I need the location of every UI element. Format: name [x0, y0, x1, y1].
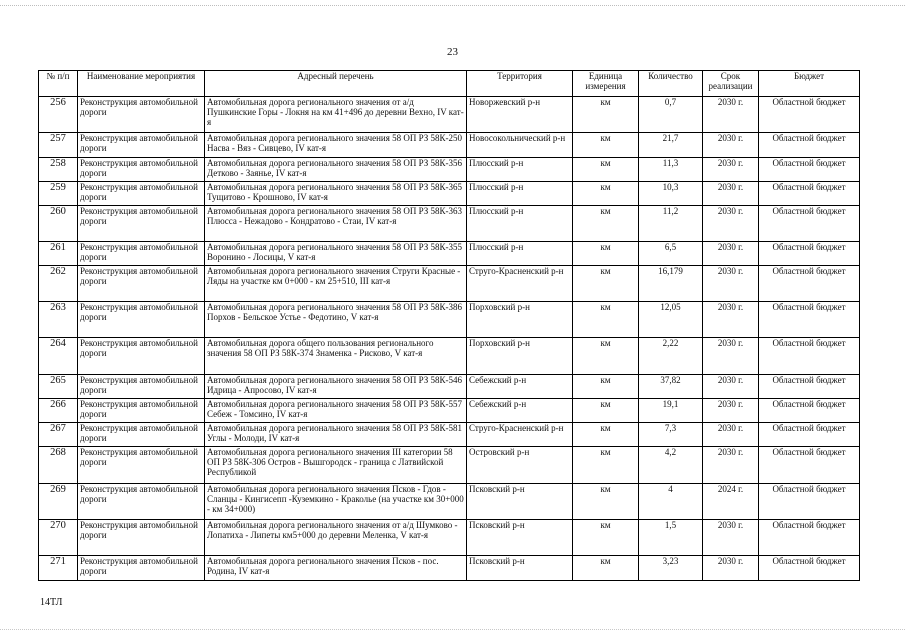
header-quantity: Количество: [639, 71, 703, 97]
row-address: Автомобильная дорога регионального значения 58 ОП РЗ 58К-365 Тущитово - Крошново, IV кат-я: [205, 182, 467, 206]
row-name: Реконструкция автомобильной дороги: [78, 423, 205, 447]
table-row: [39, 242, 860, 266]
table-row: [39, 182, 860, 206]
row-territory: Новоржевский р-н: [467, 97, 573, 133]
row-quantity: 21,7: [639, 133, 703, 158]
table-row: [39, 520, 860, 556]
row-unit: км: [573, 556, 639, 581]
row-term: 2030 г.: [703, 182, 759, 206]
row-term: 2030 г.: [703, 266, 759, 302]
row-term: 2030 г.: [703, 97, 759, 133]
row-unit: км: [573, 266, 639, 302]
row-address: Автомобильная дорога регионального значения 58 ОП РЗ 58К-546 Идрица - Апросово, IV кат-я: [205, 375, 467, 399]
row-territory: Псковский р-н: [467, 520, 573, 556]
table-row: [39, 133, 860, 158]
row-num: 270: [39, 520, 78, 556]
row-unit: км: [573, 206, 639, 242]
row-name: Реконструкция автомобильной дороги: [78, 484, 205, 520]
table-row: [39, 375, 860, 399]
row-num: 264: [39, 338, 78, 375]
row-name: Реконструкция автомобильной дороги: [78, 206, 205, 242]
row-address: Автомобильная дорога регионального значения Струги Красные - Ляды на участке км 0+000 - км 25+510, III кат-я: [205, 266, 467, 302]
row-num: 263: [39, 302, 78, 338]
row-territory: Новосокольнический р-н: [467, 133, 573, 158]
table-row: [39, 556, 860, 581]
row-term: 2030 г.: [703, 206, 759, 242]
row-territory: Псковский р-н: [467, 484, 573, 520]
row-budget: Областной бюджет: [759, 158, 860, 182]
row-budget: Областной бюджет: [759, 242, 860, 266]
row-budget: Областной бюджет: [759, 206, 860, 242]
row-quantity: 12,05: [639, 302, 703, 338]
row-num: 267: [39, 423, 78, 447]
row-unit: км: [573, 97, 639, 133]
row-budget: Областной бюджет: [759, 484, 860, 520]
row-territory: Струго-Красненский р-н: [467, 266, 573, 302]
row-address: Автомобильная дорога регионального значения от а/д Пушкинские Горы - Локня на км 41+496 до деревни Вехно, IV кат-я: [205, 97, 467, 133]
row-name: Реконструкция автомобильной дороги: [78, 556, 205, 581]
row-address: Автомобильная дорога регионального значения Псков - пос. Родина, IV кат-я: [205, 556, 467, 581]
row-term: 2030 г.: [703, 399, 759, 423]
header-term: Срок реализации: [703, 71, 759, 97]
row-num: 265: [39, 375, 78, 399]
row-num: 262: [39, 266, 78, 302]
row-name: Реконструкция автомобильной дороги: [78, 97, 205, 133]
row-address: Автомобильная дорога регионального значения от а/д Шумково - Лопатиха - Липеты км5+000 до деревни Меленка, V кат-я: [205, 520, 467, 556]
row-term: 2024 г.: [703, 484, 759, 520]
row-name: Реконструкция автомобильной дороги: [78, 266, 205, 302]
row-address: Автомобильная дорога регионального значения III категории 58 ОП РЗ 58К-306 Остров - Вышгородск - граница с Латвийской Республикой: [205, 447, 467, 484]
row-address: Автомобильная дорога общего пользования регионального значения 58 ОП РЗ 58К-374 Знаменка - Рисково, V кат-я: [205, 338, 467, 375]
row-address: Автомобильная дорога регионального значения 58 ОП РЗ 58К-557 Себеж - Томсино, IV кат-я: [205, 399, 467, 423]
row-territory: Струго-Красненский р-н: [467, 423, 573, 447]
row-quantity: 2,22: [639, 338, 703, 375]
row-budget: Областной бюджет: [759, 97, 860, 133]
row-term: 2030 г.: [703, 158, 759, 182]
row-budget: Областной бюджет: [759, 266, 860, 302]
row-quantity: 7,3: [639, 423, 703, 447]
row-term: 2030 г.: [703, 375, 759, 399]
row-num: 266: [39, 399, 78, 423]
row-term: 2030 г.: [703, 447, 759, 484]
row-quantity: 1,5: [639, 520, 703, 556]
row-unit: км: [573, 338, 639, 375]
table-body: [39, 97, 860, 581]
row-num: 258: [39, 158, 78, 182]
table-row: [39, 484, 860, 520]
row-territory: Порховский р-н: [467, 302, 573, 338]
row-territory: Псковский р-н: [467, 556, 573, 581]
row-territory: Себежский р-н: [467, 375, 573, 399]
row-num: 271: [39, 556, 78, 581]
row-budget: Областной бюджет: [759, 302, 860, 338]
row-territory: Себежский р-н: [467, 399, 573, 423]
row-territory: Плюсский р-н: [467, 242, 573, 266]
row-unit: км: [573, 242, 639, 266]
page-number: 23: [447, 46, 458, 58]
row-address: Автомобильная дорога регионального значения 58 ОП РЗ 58К-581 Углы - Молоди, IV кат-я: [205, 423, 467, 447]
row-budget: Областной бюджет: [759, 520, 860, 556]
row-unit: км: [573, 399, 639, 423]
row-name: Реконструкция автомобильной дороги: [78, 242, 205, 266]
row-quantity: 19,1: [639, 399, 703, 423]
row-territory: Плюсский р-н: [467, 158, 573, 182]
registry-table: [38, 70, 860, 581]
row-term: 2030 г.: [703, 423, 759, 447]
table-row: [39, 97, 860, 133]
scan-artifact-top: [0, 5, 905, 6]
row-term: 2030 г.: [703, 338, 759, 375]
row-unit: км: [573, 133, 639, 158]
header-num: № п/п: [39, 71, 78, 97]
row-term: 2030 г.: [703, 133, 759, 158]
row-unit: км: [573, 302, 639, 338]
row-quantity: 10,3: [639, 182, 703, 206]
row-name: Реконструкция автомобильной дороги: [78, 302, 205, 338]
header-territory: Территория: [467, 71, 573, 97]
header-budget: Бюджет: [759, 71, 860, 97]
row-quantity: 0,7: [639, 97, 703, 133]
row-name: Реконструкция автомобильной дороги: [78, 338, 205, 375]
row-territory: Плюсский р-н: [467, 206, 573, 242]
table-row: [39, 447, 860, 484]
row-name: Реконструкция автомобильной дороги: [78, 520, 205, 556]
table-row: [39, 423, 860, 447]
table-row: [39, 302, 860, 338]
header-name: Наименование мероприятия: [78, 71, 205, 97]
scan-artifact-bottom: [0, 629, 905, 630]
row-budget: Областной бюджет: [759, 423, 860, 447]
row-address: Автомобильная дорога регионального значения 58 ОП РЗ 58К-386 Порхов - Бельское Устье - Федотино, V кат-я: [205, 302, 467, 338]
row-territory: Порховский р-н: [467, 338, 573, 375]
row-num: 256: [39, 97, 78, 133]
row-quantity: 6,5: [639, 242, 703, 266]
row-address: Автомобильная дорога регионального значения 58 ОП РЗ 58К-363 Плюсса - Нежадово - Кондратово - Стаи, IV кат-я: [205, 206, 467, 242]
table-row: [39, 206, 860, 242]
header-address: Адресный перечень: [205, 71, 467, 97]
row-unit: км: [573, 423, 639, 447]
row-term: 2030 г.: [703, 520, 759, 556]
row-quantity: 11,2: [639, 206, 703, 242]
row-term: 2030 г.: [703, 556, 759, 581]
row-unit: км: [573, 447, 639, 484]
row-num: 261: [39, 242, 78, 266]
footer-code: 14ТЛ: [40, 597, 63, 608]
table-row: [39, 338, 860, 375]
row-num: 259: [39, 182, 78, 206]
row-quantity: 37,82: [639, 375, 703, 399]
row-unit: км: [573, 484, 639, 520]
table-row: [39, 158, 860, 182]
row-name: Реконструкция автомобильной дороги: [78, 158, 205, 182]
row-unit: км: [573, 375, 639, 399]
row-quantity: 16,179: [639, 266, 703, 302]
row-quantity: 4,2: [639, 447, 703, 484]
row-num: 257: [39, 133, 78, 158]
row-name: Реконструкция автомобильной дороги: [78, 447, 205, 484]
row-name: Реконструкция автомобильной дороги: [78, 133, 205, 158]
row-term: 2030 г.: [703, 242, 759, 266]
row-quantity: 11,3: [639, 158, 703, 182]
row-budget: Областной бюджет: [759, 133, 860, 158]
table-row: [39, 266, 860, 302]
table-header-row: [39, 71, 860, 97]
row-num: 269: [39, 484, 78, 520]
row-name: Реконструкция автомобильной дороги: [78, 375, 205, 399]
row-budget: Областной бюджет: [759, 375, 860, 399]
row-budget: Областной бюджет: [759, 399, 860, 423]
row-unit: км: [573, 182, 639, 206]
row-address: Автомобильная дорога регионального значения 58 ОП РЗ 58К-250 Насва - Вяз - Сивцево, IV кат-я: [205, 133, 467, 158]
row-budget: Областной бюджет: [759, 182, 860, 206]
row-territory: Плюсский р-н: [467, 182, 573, 206]
row-address: Автомобильная дорога регионального значения 58 ОП РЗ 58К-355 Воронино - Лосицы, V кат-я: [205, 242, 467, 266]
row-address: Автомобильная дорога регионального значения Псков - Гдов - Сланцы - Кингисепп -Куземкино - Краколье (на участке км 30+000 - км 34+000): [205, 484, 467, 520]
row-budget: Областной бюджет: [759, 338, 860, 375]
header-unit: Единица измерения: [573, 71, 639, 97]
row-name: Реконструкция автомобильной дороги: [78, 399, 205, 423]
row-unit: км: [573, 158, 639, 182]
row-term: 2030 г.: [703, 302, 759, 338]
row-num: 268: [39, 447, 78, 484]
row-territory: Островский р-н: [467, 447, 573, 484]
row-num: 260: [39, 206, 78, 242]
row-budget: Областной бюджет: [759, 447, 860, 484]
row-quantity: 3,23: [639, 556, 703, 581]
row-quantity: 4: [639, 484, 703, 520]
row-budget: Областной бюджет: [759, 556, 860, 581]
row-name: Реконструкция автомобильной дороги: [78, 182, 205, 206]
table-row: [39, 399, 860, 423]
row-address: Автомобильная дорога регионального значения 58 ОП РЗ 58К-356 Детково - Заянье, IV кат-я: [205, 158, 467, 182]
row-unit: км: [573, 520, 639, 556]
